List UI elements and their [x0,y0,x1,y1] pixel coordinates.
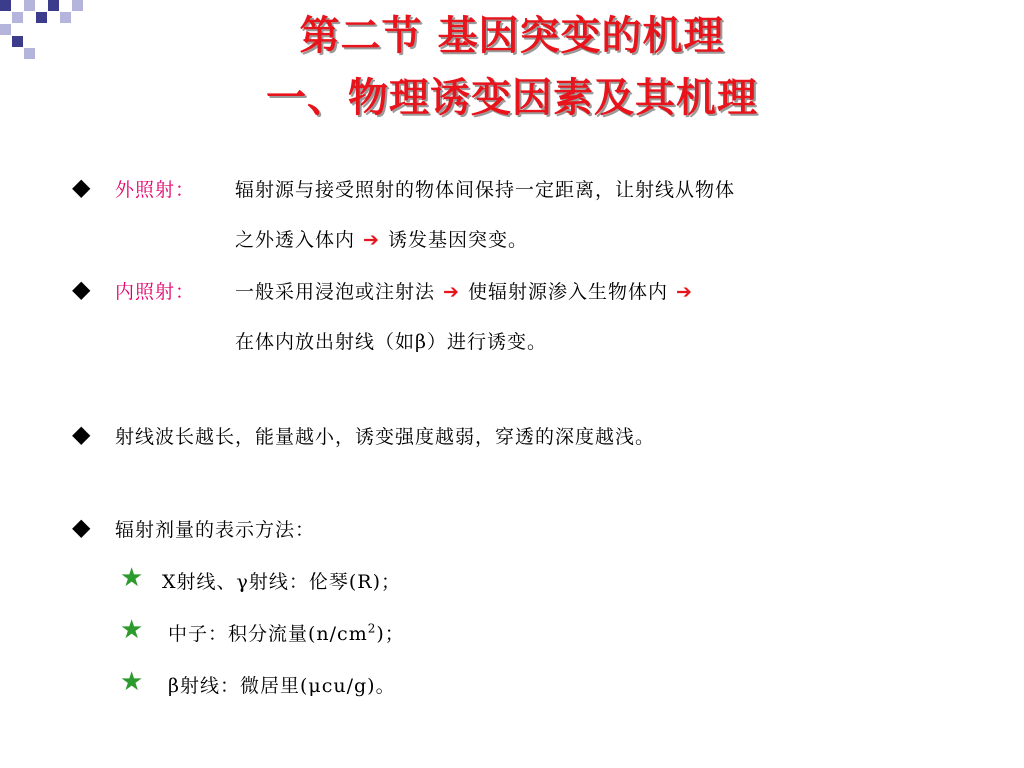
star-bullet-icon: ★ [120,667,144,697]
internal-line1a: 一般采用浸泡或注射法 [235,281,436,303]
internal-line2: 在体内放出射线（如β）进行诱变。 [235,331,547,353]
right-arrow-icon: ➔ [443,281,460,303]
dose-item-neutron [168,619,405,646]
diamond-bullet-icon: ◆ [72,420,91,448]
external-line1: 辐射源与接受照射的物体间保持一定距离，让射线从物体 [235,179,736,201]
internal-line1b: 使辐射源渗入生物体内 [467,281,668,303]
external-line2a: 之外透入体内 [235,229,356,251]
dose-item-xray: X射线、γ射线：伦琴(R)； [162,571,402,593]
dose-heading: 辐射剂量的表示方法： [115,519,316,541]
neutron-superscript: 2 [367,621,377,636]
star-bullet-icon: ★ [120,615,144,645]
star-bullet-icon: ★ [120,563,144,593]
diamond-bullet-icon: ◆ [72,513,91,541]
internal-line1 [235,277,701,304]
internal-label: 内照射： [115,281,196,303]
external-label: 外照射： [115,179,196,201]
right-arrow-icon: ➔ [675,281,693,303]
neutron-text: 中子：积分流量(n/cm [168,623,368,645]
neutron-text-end: )； [376,623,405,645]
right-arrow-icon: ➔ [363,229,380,251]
diamond-bullet-icon: ◆ [72,275,91,303]
slide-title: 第二节 基因突变的机理 [299,12,725,59]
external-line2b: 诱发基因突变。 [387,229,528,251]
external-line2 [235,225,528,252]
slide-subtitle: 一、物理诱变因素及其机理 [266,74,758,121]
wavelength-text: 射线波长越长，能量越小，诱变强度越弱，穿透的深度越浅。 [115,426,656,448]
diamond-bullet-icon: ◆ [72,173,91,201]
dose-item-beta: β射线：微居里(μcu/g)。 [168,675,396,697]
